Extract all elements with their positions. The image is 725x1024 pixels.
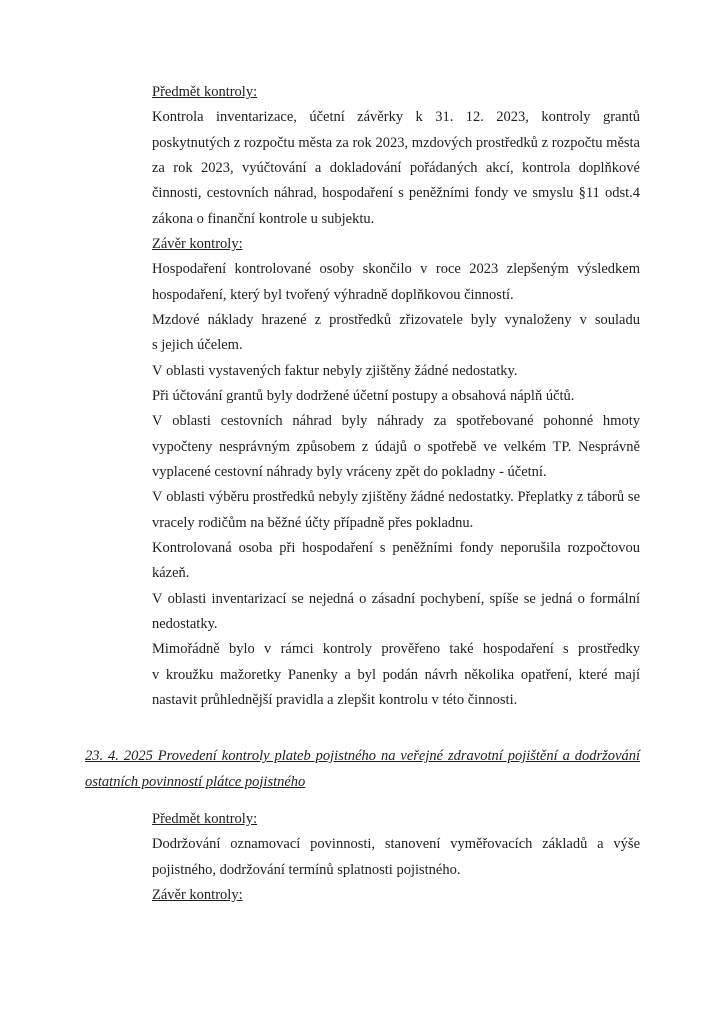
zaver-paragraph-3: V oblasti vystavených faktur nebyly zjištěny žádné nedostatky.: [152, 362, 518, 379]
zaver-kontroly-label-2-text: Závěr kontroly:: [152, 886, 243, 903]
predmet-kontroly-text-1: Kontrola inventarizace, účetní závěrky k 31. 12. 2023, kontroly grantů poskytnutých z rozpočtu města za rok 2023, mzdových prostředků z rozpočtu města za rok 2023, vyúčtování a dokladování pořádaných akcí, kontrola doplňkové činnosti, cestovních náhrad, hospodaření s peněžními fondy ve smyslu §11 odst.4 zákona o finanční kontrole u subjektu.: [152, 109, 640, 227]
zaver-paragraph-2: Mzdové náklady hrazené z prostředků zřizovatele byly vynaloženy v souladu s jejich účelem.: [152, 311, 640, 354]
document-content: [85, 80, 640, 908]
audit-block-2: [152, 807, 640, 908]
zaver-paragraph-8: V oblasti inventarizací se nejedná o zásadní pochybení, spíše se jedná o formální nedostatky.: [152, 590, 640, 632]
zaver-kontroly-label-1-text: Závěr kontroly:: [152, 235, 243, 252]
predmet-kontroly-text-2: Dodržování oznamovací povinnosti, stanovení vyměřovacích základů a výše pojistného, dodržování termínů splatnosti pojistného.: [152, 836, 640, 878]
zaver-paragraph-9: Mimořádně bylo v rámci kontroly prověřeno také hospodaření s prostředky v kroužku mažoretky Panenky a byl podán návrh několika opatření, které mají nastavit průhlednější pravidla a zlepšit kontrolu v této činnosti.: [152, 641, 640, 708]
predmet-kontroly-label-1-text: Předmět kontroly:: [152, 84, 258, 100]
zaver-paragraph-4: Při účtování grantů byly dodržené účetní postupy a obsahová náplň účtů.: [152, 387, 575, 404]
zaver-paragraph-7: Kontrolovaná osoba při hospodaření s peněžními fondy neporušila rozpočtovou kázeň.: [152, 539, 640, 582]
zaver-paragraph-5: V oblasti cestovních náhrad byly náhrady za spotřebované pohonné hmoty vypočteny nesprávným způsobem z údajů o spotřebě ve velkém TP. Nesprávně vyplacené cestovní náhrady byly vráceny zpět do pokladny - účetní.: [152, 413, 640, 480]
zaver-kontroly-label-2: [152, 883, 640, 908]
inspection-heading-2025-04-23: [85, 744, 640, 795]
predmet-kontroly-label-2: [152, 807, 640, 832]
zaver-paragraph-6: V oblasti výběru prostředků nebyly zjištěny žádné nedostatky. Přeplatky z táborů se vracely rodičům na běžné účty případně přes pokladnu.: [152, 489, 640, 531]
zaver-kontroly-label-1: [152, 232, 640, 257]
predmet-kontroly-label-2-text: Předmět kontroly:: [152, 810, 258, 827]
audit-block-1: [152, 80, 640, 713]
inspection-heading-text: 23. 4. 2025 Provedení kontroly plateb pojistného na veřejné zdravotní pojištění a dodržování ostatních povinností plátce pojistného: [85, 748, 640, 790]
predmet-kontroly-label-1: [152, 80, 640, 105]
zaver-paragraph-1: Hospodaření kontrolované osoby skončilo v roce 2023 zlepšeným výsledkem hospodaření, který byl tvořený výhradně doplňkovou činností.: [152, 261, 640, 303]
